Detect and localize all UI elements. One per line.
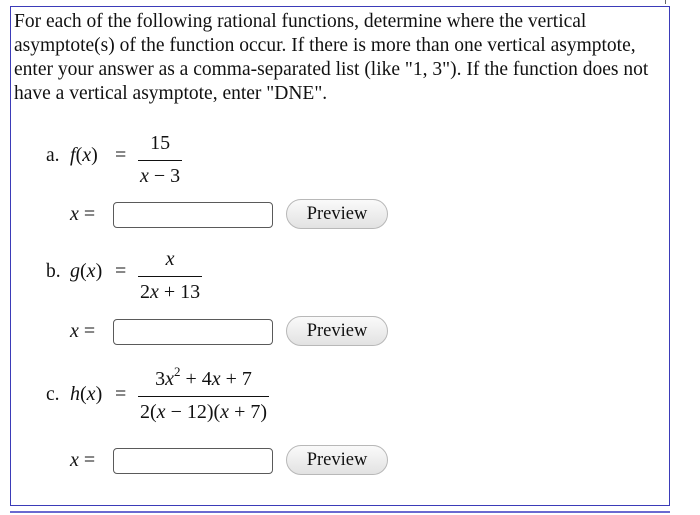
part-c-fraction (138, 364, 269, 424)
part-b-input-label: x = (70, 320, 96, 342)
part-c-equals: = (115, 383, 127, 405)
part-c-label: c. (46, 384, 60, 405)
problem-instructions: For each of the following rational functions, determine where the vertical asymptote(s) of the function occur. If there is more than one vertical asymptote, enter your answer as a comma-separated list (like "1, 3"). If the function does not have a vertical asymptote, enter "DNE". (14, 11, 649, 104)
part-b-label: b. (46, 261, 61, 282)
part-a-label: a. (46, 145, 60, 166)
part-c-preview-button[interactable]: Preview (286, 445, 388, 475)
part-a-fraction (138, 132, 182, 188)
part-b-answer-input[interactable] (113, 319, 273, 345)
part-b-fraction (138, 248, 202, 304)
part-b-denominator: 2x + 13 (140, 281, 201, 304)
part-b-function-name: g(x) (70, 260, 103, 282)
part-b-fraction-bar (138, 276, 202, 277)
bottom-rule (10, 511, 670, 513)
part-a-equals: = (115, 144, 127, 166)
corner-tick (665, 0, 666, 4)
part-a-numerator: 15 (150, 132, 171, 154)
part-c-answer-input[interactable] (113, 448, 273, 474)
part-a-denominator: x − 3 (140, 165, 181, 188)
part-b-numerator: x (165, 248, 175, 270)
part-a-input-label: x = (70, 203, 96, 225)
part-c-denominator: 2(x − 12)(x + 7) (140, 401, 268, 424)
part-c-input-label: x = (70, 449, 96, 471)
part-a-fraction-bar (138, 160, 182, 161)
part-b-equals: = (115, 260, 127, 282)
part-c-numerator: $3x^2 + 4x + 7$ (155, 364, 252, 390)
part-c-fraction-bar (138, 396, 269, 397)
part-c-function-name: h(x) (70, 383, 103, 405)
part-a-preview-button[interactable]: Preview (286, 199, 388, 229)
part-a-function-name: f(x) (70, 144, 98, 166)
part-b-preview-button[interactable]: Preview (286, 316, 388, 346)
part-a-answer-input[interactable] (113, 202, 273, 228)
